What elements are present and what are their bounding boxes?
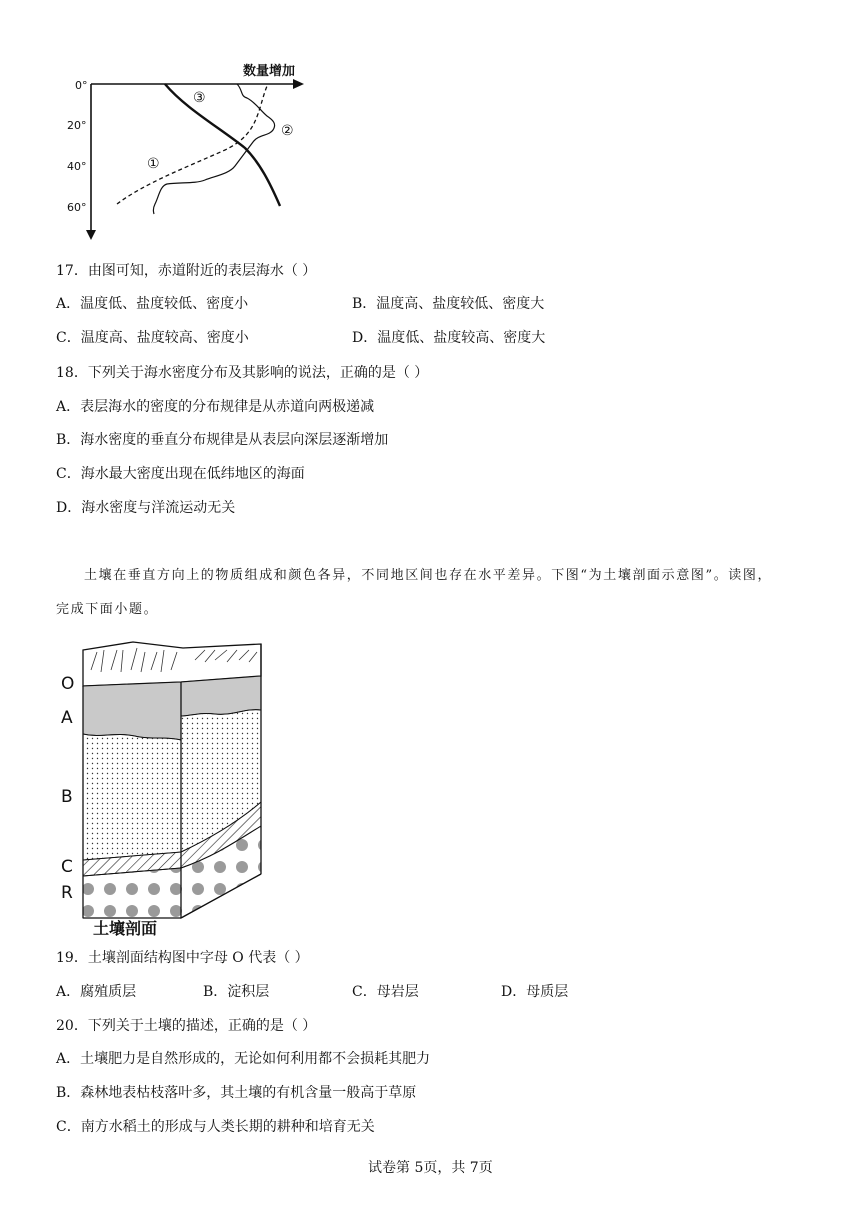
curve-label-3: ③ [193, 90, 206, 106]
question-20-option-c[interactable]: C．南方水稻土的形成与人类长期的耕种和培育无关 [56, 1119, 375, 1135]
question-19-option-d[interactable]: D．母质层 [501, 984, 569, 1000]
layer-label-b: B [61, 787, 73, 807]
curve-label-2: ② [281, 123, 294, 139]
ocean-property-figure [55, 58, 315, 244]
question-19-option-a[interactable]: A．腐殖质层 [56, 984, 137, 1000]
question-19-option-b[interactable]: B．淀积层 [203, 984, 270, 1000]
curve-2 [153, 84, 274, 214]
question-17-option-d[interactable]: D．温度低、盐度较高、密度大 [352, 330, 546, 346]
soil-layer-b [83, 734, 181, 860]
question-17-option-a[interactable]: A．温度低、盐度较低、密度小 [56, 296, 249, 312]
question-19-stem: 19．土壤剖面结构图中字母 O 代表（ ） [56, 950, 309, 966]
question-18-stem: 18．下列关于海水密度分布及其影响的说法，正确的是（ ） [56, 365, 429, 381]
y-tick-label: 20° [67, 119, 87, 132]
passage-line-2: 完成下面小题。 [56, 602, 159, 617]
layer-label-o: O [61, 674, 75, 694]
passage-line-1: 土壤在垂直方向上的物质组成和颜色各异，不同地区间也存在水平差异。下图“为土壤剖面示意图”。读图， [84, 568, 773, 583]
curve-3 [165, 84, 280, 206]
y-tick-label: 60° [67, 201, 87, 214]
question-17-stem: 17．由图可知，赤道附近的表层海水（ ） [56, 263, 317, 279]
y-axis-arrow [86, 230, 96, 240]
layer-label-c: C [61, 857, 73, 877]
soil-profile-figure [55, 636, 270, 938]
question-18-option-d[interactable]: D．海水密度与洋流运动无关 [56, 500, 236, 516]
question-17-option-b[interactable]: B．温度高、盐度较低、密度大 [352, 296, 545, 312]
figure-caption: 土壤剖面 [93, 919, 158, 938]
layer-label-a: A [61, 708, 73, 728]
x-axis-arrow [293, 79, 304, 89]
curve-label-1: ① [147, 156, 160, 172]
question-18-option-b[interactable]: B．海水密度的垂直分布规律是从表层向深层逐渐增加 [56, 432, 389, 448]
question-20-option-a[interactable]: A．土壤肥力是自然形成的，无论如何利用都不会损耗其肥力 [56, 1051, 431, 1067]
question-18-option-a[interactable]: A．表层海水的密度的分布规律是从赤道向两极递减 [56, 399, 375, 415]
soil-layer-a [83, 682, 181, 740]
x-axis-label: 数量增加 [243, 64, 296, 79]
question-17-option-c[interactable]: C．温度高、盐度较高、密度小 [56, 330, 249, 346]
y-tick-label: 40° [67, 160, 87, 173]
question-18-option-c[interactable]: C．海水最大密度出现在低纬地区的海面 [56, 466, 305, 482]
question-20-stem: 20．下列关于土壤的描述，正确的是（ ） [56, 1018, 317, 1034]
question-20-option-b[interactable]: B．森林地表枯枝落叶多，其土壤的有机含量一般高于草原 [56, 1085, 417, 1101]
page-footer: 试卷第 5页，共 7页 [368, 1160, 493, 1176]
question-19-option-c[interactable]: C．母岩层 [352, 984, 419, 1000]
layer-label-r: R [61, 883, 73, 903]
y-tick-label: 0° [75, 79, 88, 92]
soil-layer-r [83, 868, 181, 918]
